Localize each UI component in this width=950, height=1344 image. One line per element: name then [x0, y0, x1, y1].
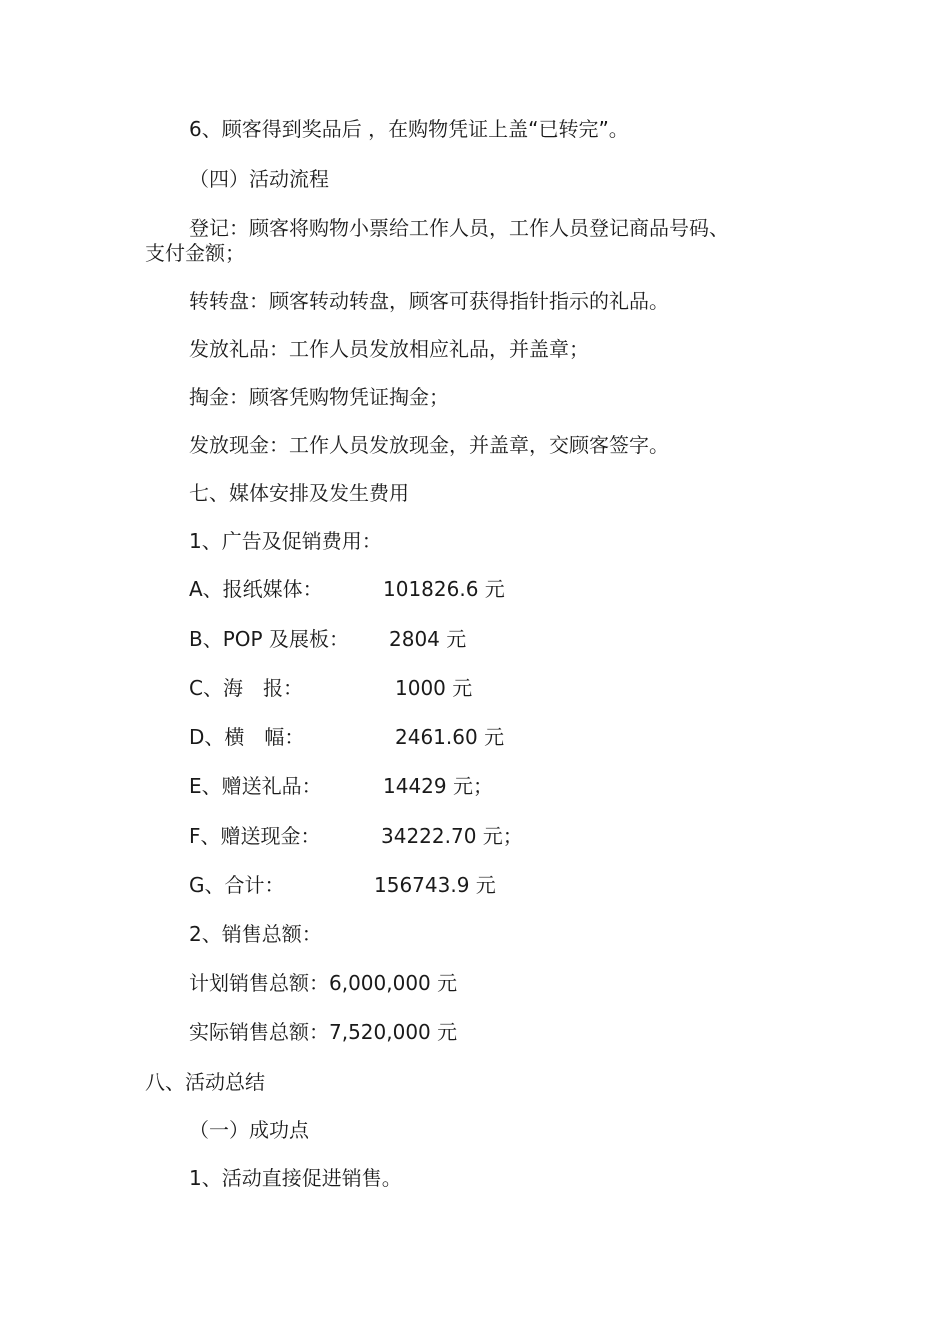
cost-label-pop-display: B、POP 及展板： — [189, 627, 349, 651]
cost-label-total: G、合计： — [189, 873, 285, 897]
cost-amount-pop-display: 2804 元 — [389, 627, 467, 651]
cost-label-banner: D、横 幅： — [189, 725, 305, 749]
section-heading-media-costs: 七、媒体安排及发生费用 — [189, 481, 409, 505]
section-heading-activity-flow: （四）活动流程 — [189, 167, 329, 191]
section-heading-summary: 八、活动总结 — [145, 1070, 265, 1094]
registration-step-line2: 支付金额； — [145, 241, 245, 265]
actual-sales-total: 实际销售总额：7,520,000 元 — [189, 1020, 458, 1044]
cost-amount-gift: 14429 元； — [383, 774, 493, 798]
spin-wheel-step: 转转盘：顾客转动转盘，顾客可获得指针指示的礼品。 — [189, 289, 669, 313]
cash-distribution-step: 发放现金：工作人员发放现金，并盖章，交顾客签字。 — [189, 433, 669, 457]
registration-step-line1: 登记：顾客将购物小票给工作人员，工作人员登记商品号码、 — [189, 216, 729, 240]
cost-amount-newspaper: 101826.6 元 — [383, 577, 505, 601]
gift-distribution-step: 发放礼品：工作人员发放相应礼品，并盖章； — [189, 337, 589, 361]
cost-label-cash: F、赠送现金： — [189, 824, 321, 848]
subheading-sales-total: 2、销售总额： — [189, 922, 322, 946]
cost-label-newspaper: A、报纸媒体： — [189, 577, 323, 601]
cost-label-gift: E、赠送礼品： — [189, 774, 322, 798]
cost-amount-banner: 2461.60 元 — [395, 725, 505, 749]
planned-sales-total: 计划销售总额：6,000,000 元 — [189, 971, 458, 995]
subheading-success-points: （一）成功点 — [189, 1118, 309, 1142]
prize-stamp-note: 6、顾客得到奖品后 ，在购物凭证上盖“已转完”。 — [189, 117, 629, 141]
cost-amount-total: 156743.9 元 — [374, 873, 496, 897]
subheading-ad-promo-costs: 1、广告及促销费用： — [189, 529, 382, 553]
cost-amount-poster: 1000 元 — [395, 676, 473, 700]
success-point-1: 1、活动直接促进销售。 — [189, 1166, 402, 1190]
gold-draw-step: 掏金：顾客凭购物凭证掏金； — [189, 385, 449, 409]
cost-label-poster: C、海 报： — [189, 676, 303, 700]
cost-amount-cash: 34222.70 元； — [381, 824, 523, 848]
